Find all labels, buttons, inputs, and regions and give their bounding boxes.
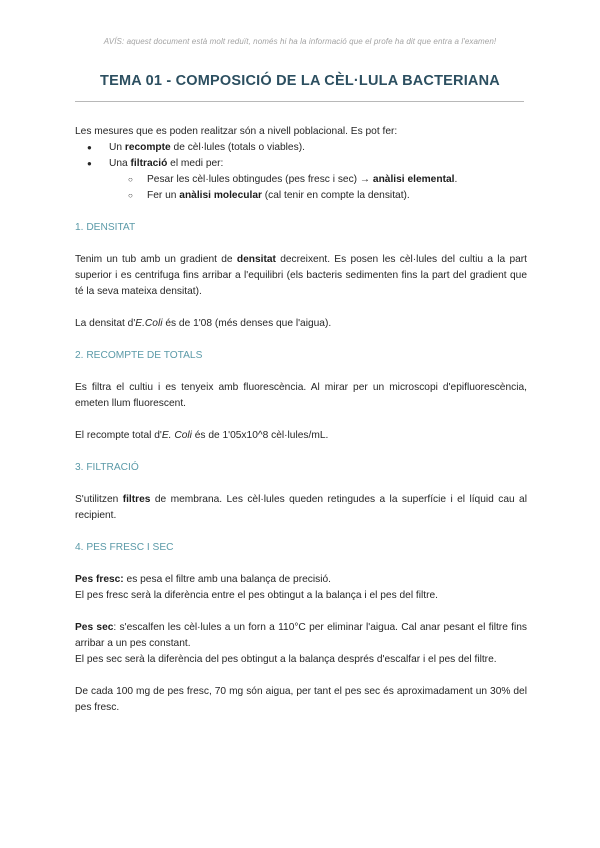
paragraph: Es filtra el cultiu i es tenyeix amb fluorescència. Al mirar per un microscopi d'epifluorescència, emeten llum fluorescent. xyxy=(75,382,527,409)
paragraph: El pes sec serà la diferència del pes obtingut a la balança després d'escalfar i el pes del filtre. xyxy=(75,654,497,665)
section-heading-pes: 4. PES FRESC I SEC xyxy=(75,542,174,553)
paragraph xyxy=(75,428,527,444)
list-item xyxy=(75,140,527,156)
paragraph xyxy=(75,620,527,652)
text-span: Una xyxy=(109,158,131,169)
list-item xyxy=(75,188,527,204)
text-span: S'utilitzen xyxy=(75,494,123,505)
text-span: de membrana. Les cèl·lules queden retingudes a la superfície i el líquid cau al recipient. xyxy=(75,494,527,521)
section-heading-densitat: 1. DENSITAT xyxy=(75,222,136,233)
bold-term: anàlisi molecular xyxy=(179,190,262,201)
text-span: és de 1'08 (més denses que l'aigua). xyxy=(162,318,332,329)
bold-term: filtres xyxy=(122,494,151,505)
text-span: Tenim un tub amb un gradient de xyxy=(75,254,237,265)
text-span: . xyxy=(454,174,458,185)
text-span: (cal tenir en compte la densitat). xyxy=(261,190,410,201)
text-span: de cèl·lules (totals o viables). xyxy=(170,142,305,153)
document-notice: AVÍS: aquest document està molt reduït, només hi ha la informació que el profe ha dit que entra a l'examen! xyxy=(103,37,497,46)
text-span: Un xyxy=(109,142,125,153)
bold-term: anàlisi elemental xyxy=(372,174,455,185)
text-span: Fer un xyxy=(147,190,180,201)
intro-lead: Les mesures que es poden realitzar són a nivell poblacional. Es pot fer: xyxy=(75,126,398,137)
bold-term: Pes sec xyxy=(75,622,114,633)
text-span: La densitat d' xyxy=(75,318,136,329)
text-span: és de 1'05x10^8 cèl·lules/mL. xyxy=(191,430,329,441)
section-heading-filtracio: 3. FILTRACIÓ xyxy=(75,462,139,473)
list-item xyxy=(75,172,527,188)
text-span: el medi per: xyxy=(167,158,224,169)
bold-term: Pes fresc: xyxy=(75,574,124,585)
text-span: El recompte total d' xyxy=(75,430,162,441)
italic-term: E. Coli xyxy=(161,430,192,441)
paragraph: El pes fresc serà la diferència entre el pes obtingut a la balança i el pes del filtre. xyxy=(75,590,438,601)
paragraph xyxy=(75,252,527,300)
intro-sublist xyxy=(75,172,527,204)
italic-term: E.Coli xyxy=(135,318,163,329)
paragraph xyxy=(75,316,527,332)
paragraph: De cada 100 mg de pes fresc, 70 mg són aigua, per tant el pes sec és aproximadament un 30% del pes fresc. xyxy=(75,686,527,713)
bold-term: filtració xyxy=(130,158,168,169)
title-divider xyxy=(75,101,524,102)
paragraph xyxy=(75,572,527,588)
text-span: Pesar les cèl·lules obtingudes (pes fresc i sec) → xyxy=(147,174,373,185)
text-span: decreixent. Es posen les cèl·lules del cultiu a la part superior i es centrifuga fins arribar a l'equilibri (els bacteris sedimenten fins la part del gradient que té la seva mateixa densitat). xyxy=(75,254,528,297)
page-title: TEMA 01 - COMPOSICIÓ DE LA CÈL·LULA BACTERIANA xyxy=(100,73,500,89)
text-span: : s'escalfen les cèl·lules a un forn a 110°C per eliminar l'aigua. Cal anar pesant el filtre fins arribar a un pes constant. xyxy=(75,622,527,649)
list-item xyxy=(75,156,527,172)
bold-term: densitat xyxy=(236,254,276,265)
paragraph xyxy=(75,492,527,524)
intro-list xyxy=(75,140,527,172)
document-body xyxy=(75,124,527,716)
bold-term: recompte xyxy=(124,142,171,153)
section-heading-recompte: 2. RECOMPTE DE TOTALS xyxy=(75,350,203,361)
text-span: es pesa el filtre amb una balança de precisió. xyxy=(123,574,331,585)
